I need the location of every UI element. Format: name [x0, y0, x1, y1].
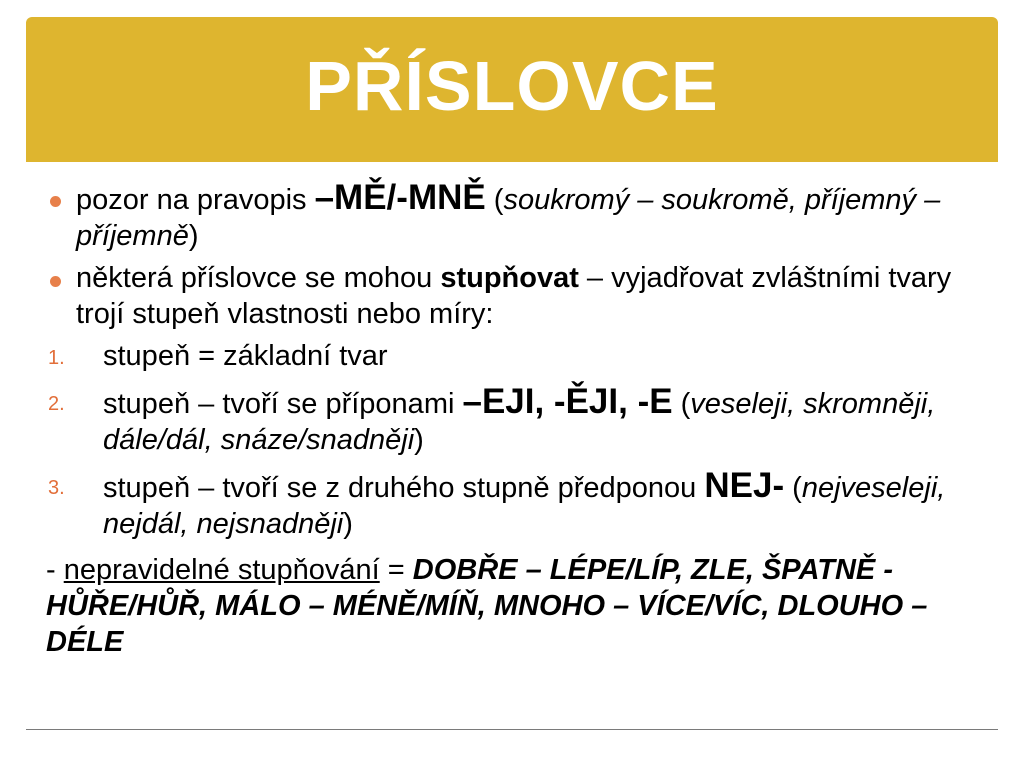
- irregular-label: nepravidelné stupňování: [63, 554, 380, 586]
- list-number: 3.: [48, 477, 65, 499]
- irregular-forms: DOBŘE – LÉPE/LÍP, ZLE, ŠPATNĚ - HŮŘE/HŮŘ, MÁLO – MÉNĚ/MÍŇ, MNOHO – VÍCE/VÍC, DLOUHO – DÉLE: [46, 554, 928, 658]
- numbered-italic-examples: nejveseleji, nejdál, nejsnadněji: [103, 472, 946, 540]
- bullet-text: pozor na pravopis: [76, 184, 315, 216]
- numbered-text: ): [343, 508, 353, 540]
- list-number: 1.: [48, 347, 65, 369]
- bullet-text: (: [485, 184, 504, 216]
- bullet-text: ): [188, 220, 199, 252]
- slide-content: [46, 180, 996, 660]
- bullet-dot-icon: [50, 276, 61, 287]
- numbered-italic-examples: veseleji, skromněji, dále/dál, snáze/snadněji: [103, 388, 936, 456]
- bullet-dot-icon: [50, 196, 61, 207]
- bullet-item-pravopis: [46, 180, 996, 254]
- footer-divider: [26, 729, 998, 730]
- numbered-text: (: [784, 472, 802, 504]
- bullet-text: některá příslovce se mohou: [76, 262, 441, 294]
- numbered-text: (: [672, 388, 691, 420]
- bullet-bold-keyword: stupňovat: [440, 262, 579, 294]
- numbered-text: stupeň = základní tvar: [103, 340, 388, 372]
- numbered-text: stupeň – tvoří se z druhého stupně předponou: [103, 472, 705, 504]
- bullet-item-stupnovani: [46, 260, 996, 332]
- bullet-bold-suffix: –MĚ/-MNĚ: [314, 178, 486, 217]
- numbered-item-3: [46, 468, 996, 542]
- numbered-item-2: [46, 384, 996, 458]
- numbered-text: stupeň – tvoří se příponami: [103, 388, 463, 420]
- bullet-italic-examples: soukromý – soukromě, příjemný – příjemně: [76, 184, 941, 252]
- title-band: [26, 17, 998, 162]
- line-prefix: -: [46, 554, 64, 586]
- numbered-text: ): [414, 424, 424, 456]
- equals-sign: =: [379, 554, 413, 586]
- list-number: 2.: [48, 393, 65, 415]
- numbered-item-1: [46, 338, 996, 374]
- numbered-bold-suffixes: –EJI, -ĚJI, -E: [462, 382, 673, 421]
- irregular-comparison-line: [46, 552, 996, 660]
- numbered-bold-prefix: NEJ-: [704, 466, 785, 505]
- bullet-text: – vyjadřovat zvláštními tvary trojí stupeň vlastnosti nebo míry:: [76, 262, 952, 330]
- slide-title: PŘÍSLOVCE: [305, 46, 719, 125]
